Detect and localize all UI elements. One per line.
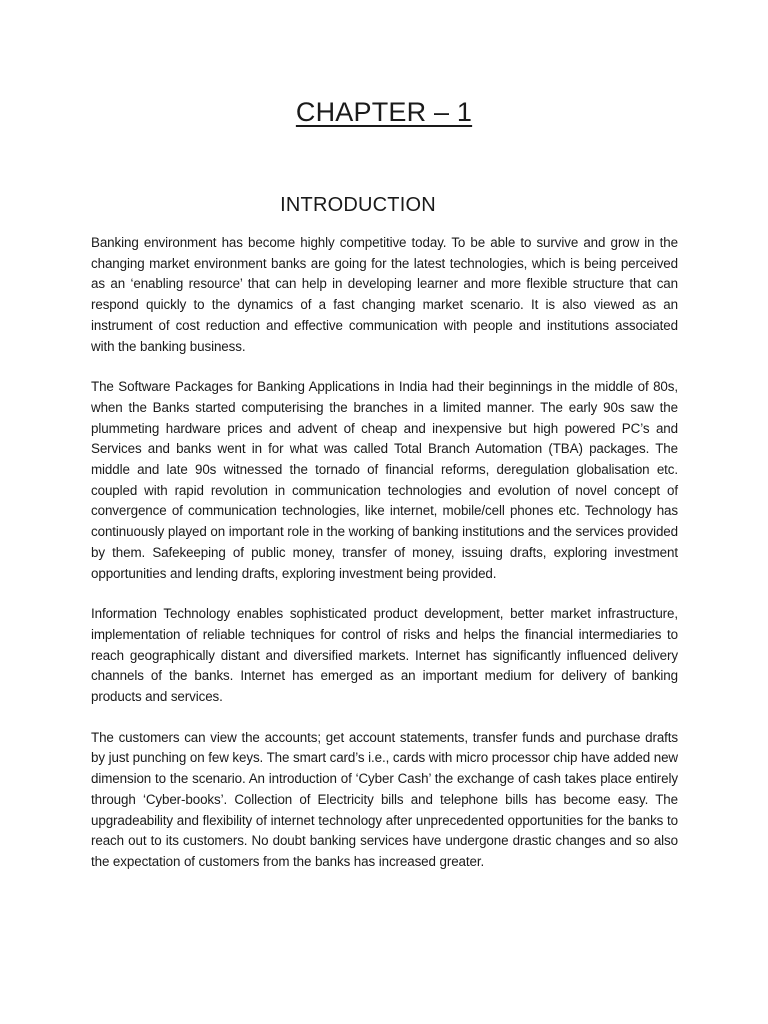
paragraph-2: The Software Packages for Banking Applications in India had their beginnings in the middle of 80s, when the Banks started computerising the branches in a limited manner. The early 90s saw the plummeting hardware prices and advent of cheap and inexpensive but high powered PC’s and Services and banks went in for what was called Total Branch Automation (TBA) packages. The middle and late 90s witnessed the tornado of financial reforms, deregulation globalisation etc. coupled with rapid revolution in communication technologies and evolution of novel concept of convergence of communication technologies, like internet, mobile/cell phones etc. Technology has continuously played on important role in the working of banking institutions and the services provided by them. Safekeeping of public money, transfer of money, issuing drafts, exploring investment opportunities and lending drafts, exploring investment being provided. (91, 379, 678, 581)
chapter-heading (0, 94, 768, 130)
section-heading: INTRODUCTION (280, 194, 436, 216)
paragraph-4: The customers can view the accounts; get account statements, transfer funds and purchase drafts by just punching on few keys. The smart card’s i.e., cards with micro processor chip have added new dimension to the scenario. An introduction of ‘Cyber Cash’ the exchange of cash takes place entirely through ‘Cyber-books’. Collection of Electricity bills and telephone bills has become easy. The upgradeability and flexibility of internet technology after unprecedented opportunities for the banks to reach out to its customers. No doubt banking services have undergone drastic changes and so also the expectation of customers from the banks has increased greater. (91, 729, 678, 869)
body-text (91, 233, 678, 893)
paragraph-1: Banking environment has become highly competitive today. To be able to survive and grow in the changing market environment banks are going for the latest technologies, which is being perceived as an ‘enabling resource’ that can help in developing learner and more flexible structure that can respond quickly to the dynamics of a fast changing market scenario. It is also viewed as an instrument of cost reduction and effective communication with people and institutions associated with the banking business. (91, 235, 678, 354)
paragraph-3: Information Technology enables sophisticated product development, better market infrastructure, implementation of reliable techniques for control of risks and helps the financial intermediaries to reach geographically distant and diversified markets. Internet has significantly influenced delivery channels of the banks. Internet has emerged as an important medium for delivery of banking products and services. (91, 606, 678, 705)
chapter-heading-text: CHAPTER – 1 (295, 97, 473, 127)
